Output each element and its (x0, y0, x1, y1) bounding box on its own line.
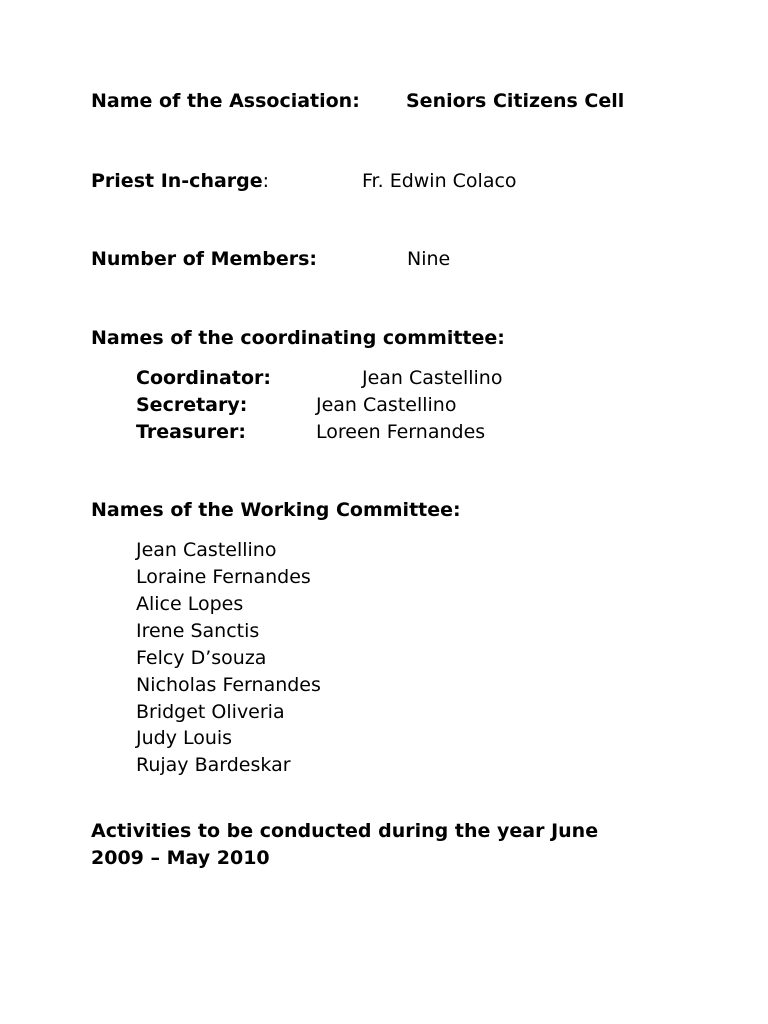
role-name: Jean Castellino (316, 394, 457, 416)
role-label: Secretary: (136, 394, 248, 416)
priest-value: Fr. Edwin Colaco (362, 170, 517, 192)
list-text (136, 419, 486, 446)
list-text: Nicholas Fernandes (136, 674, 321, 696)
list-text (136, 392, 457, 419)
list-text: Bridget Oliveria (136, 701, 285, 723)
role-name: Loreen Fernandes (316, 421, 486, 443)
priest-colon: : (262, 170, 270, 192)
association-label: Name of the Association: (91, 90, 360, 112)
coordinating-heading: Names of the coordinating committee: (91, 327, 505, 349)
working-heading: Names of the Working Committee: (91, 499, 461, 521)
activities-heading-line1: Activities to be conducted during the year June (91, 820, 599, 842)
members-label: Number of Members: (91, 248, 317, 270)
list-text: Rujay Bardeskar (136, 754, 291, 776)
association-value: Seniors Citizens Cell (406, 90, 625, 112)
list-text: Jean Castellino (136, 539, 277, 561)
list-text: Loraine Fernandes (136, 566, 311, 588)
list-text: Felcy D’souza (136, 647, 267, 669)
activities-heading-line2: 2009 – May 2010 (91, 847, 270, 869)
members-row (91, 247, 317, 271)
association-row (91, 89, 360, 113)
list-text: Irene Sanctis (136, 620, 260, 642)
priest-label: Priest In-charge (91, 170, 263, 192)
list-text: Alice Lopes (136, 593, 244, 615)
role-label: Coordinator: (136, 367, 271, 389)
role-name: Jean Castellino (362, 367, 503, 389)
list-text (136, 365, 503, 392)
priest-row (91, 169, 269, 193)
list-text: Judy Louis (136, 727, 233, 749)
role-label: Treasurer: (136, 421, 247, 443)
members-value: Nine (407, 248, 451, 270)
